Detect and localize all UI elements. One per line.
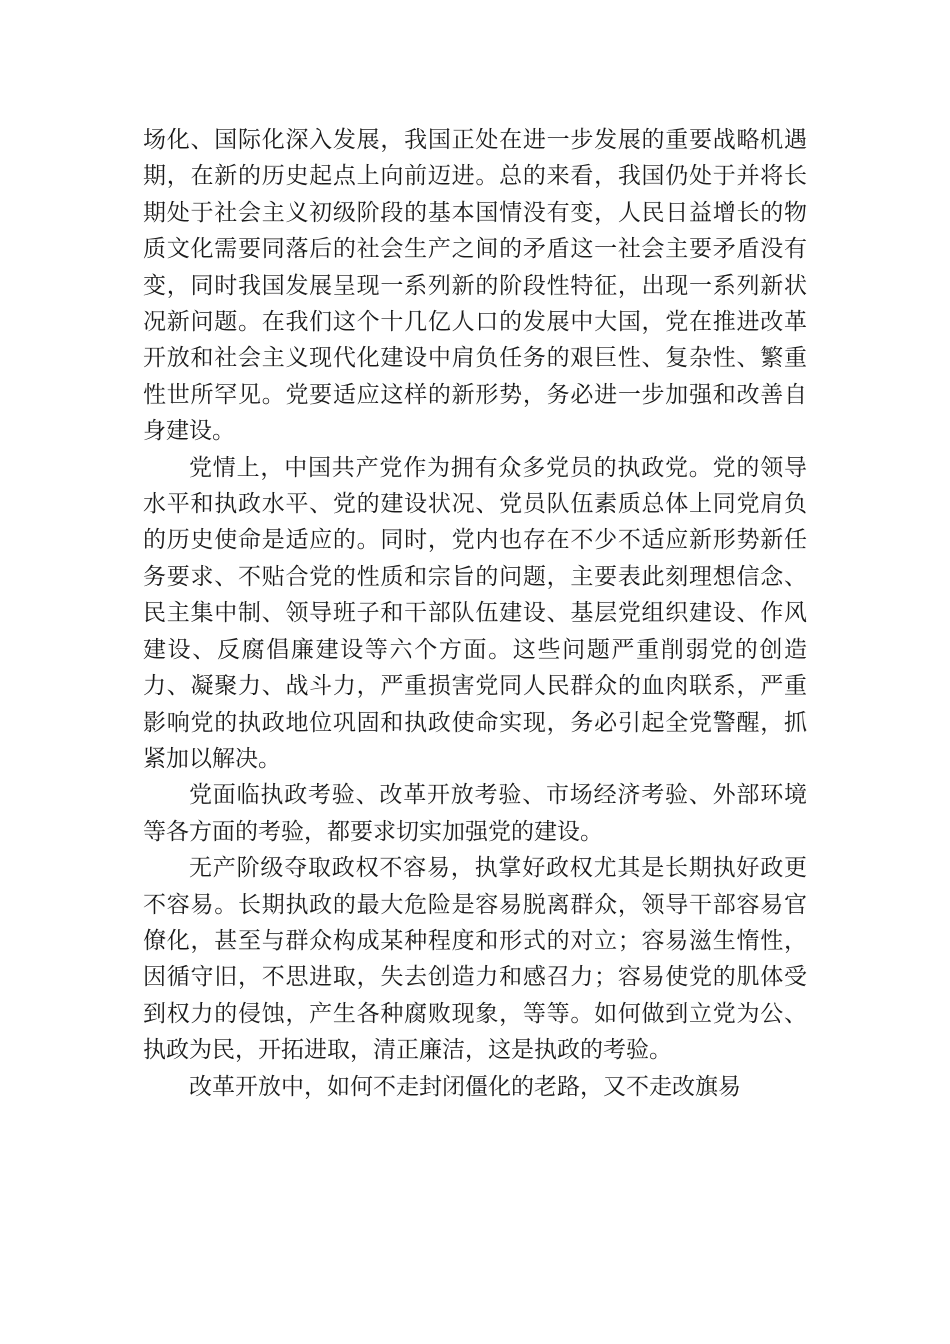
paragraph-1: 场化、国际化深入发展，我国正处在进一步发展的重要战略机遇期，在新的历史起点上向前迈进。总的来看，我国仍处于并将长期处于社会主义初级阶段的基本国情没有变，人民日益增长的物质文化需要同落后的社会生产之间的矛盾这一社会主要矛盾没有变，同时我国发展呈现一系列新的阶段性特征，出现一系列新状况新问题。在我们这个十几亿人口的发展中大国，党在推进改革开放和社会主义现代化建设中肩负任务的艰巨性、复杂性、繁重性世所罕见。党要适应这样的新形势，务必进一步加强和改善自身建设。: [143, 127, 807, 445]
paragraph-2: 党情上，中国共产党作为拥有众多党员的执政党。党的领导水平和执政水平、党的建设状况、党员队伍素质总体上同党肩负的历史使命是适应的。同时，党内也存在不少不适应新形势新任务要求、不贴合党的性质和宗旨的问题，主要表此刻理想信念、民主集中制、领导班子和干部队伍建设、基层党组织建设、作风建设、反腐倡廉建设等六个方面。这些问题严重削弱党的创造力、凝聚力、战斗力，严重损害党同人民群众的血肉联系，严重影响党的执政地位巩固和执政使命实现，务必引起全党警醒，抓紧加以解决。: [143, 454, 807, 772]
document-body: [143, 122, 807, 1105]
paragraph-4: 无产阶级夺取政权不容易，执掌好政权尤其是长期执好政更不容易。长期执政的最大危险是容易脱离群众，领导干部容易官僚化，甚至与群众构成某种程度和形式的对立；容易滋生惰性，因循守旧，不思进取，失去创造力和感召力；容易使党的肌体受到权力的侵蚀，产生各种腐败现象，等等。如何做到立党为公、执政为民，开拓进取，清正廉洁，这是执政的考验。: [143, 855, 807, 1064]
paragraph-3: 党面临执政考验、改革开放考验、市场经济考验、外部环境等各方面的考验，都要求切实加强党的建设。: [143, 782, 807, 845]
paragraph-5: 改革开放中，如何不走封闭僵化的老路，又不走改旗易: [189, 1073, 741, 1100]
